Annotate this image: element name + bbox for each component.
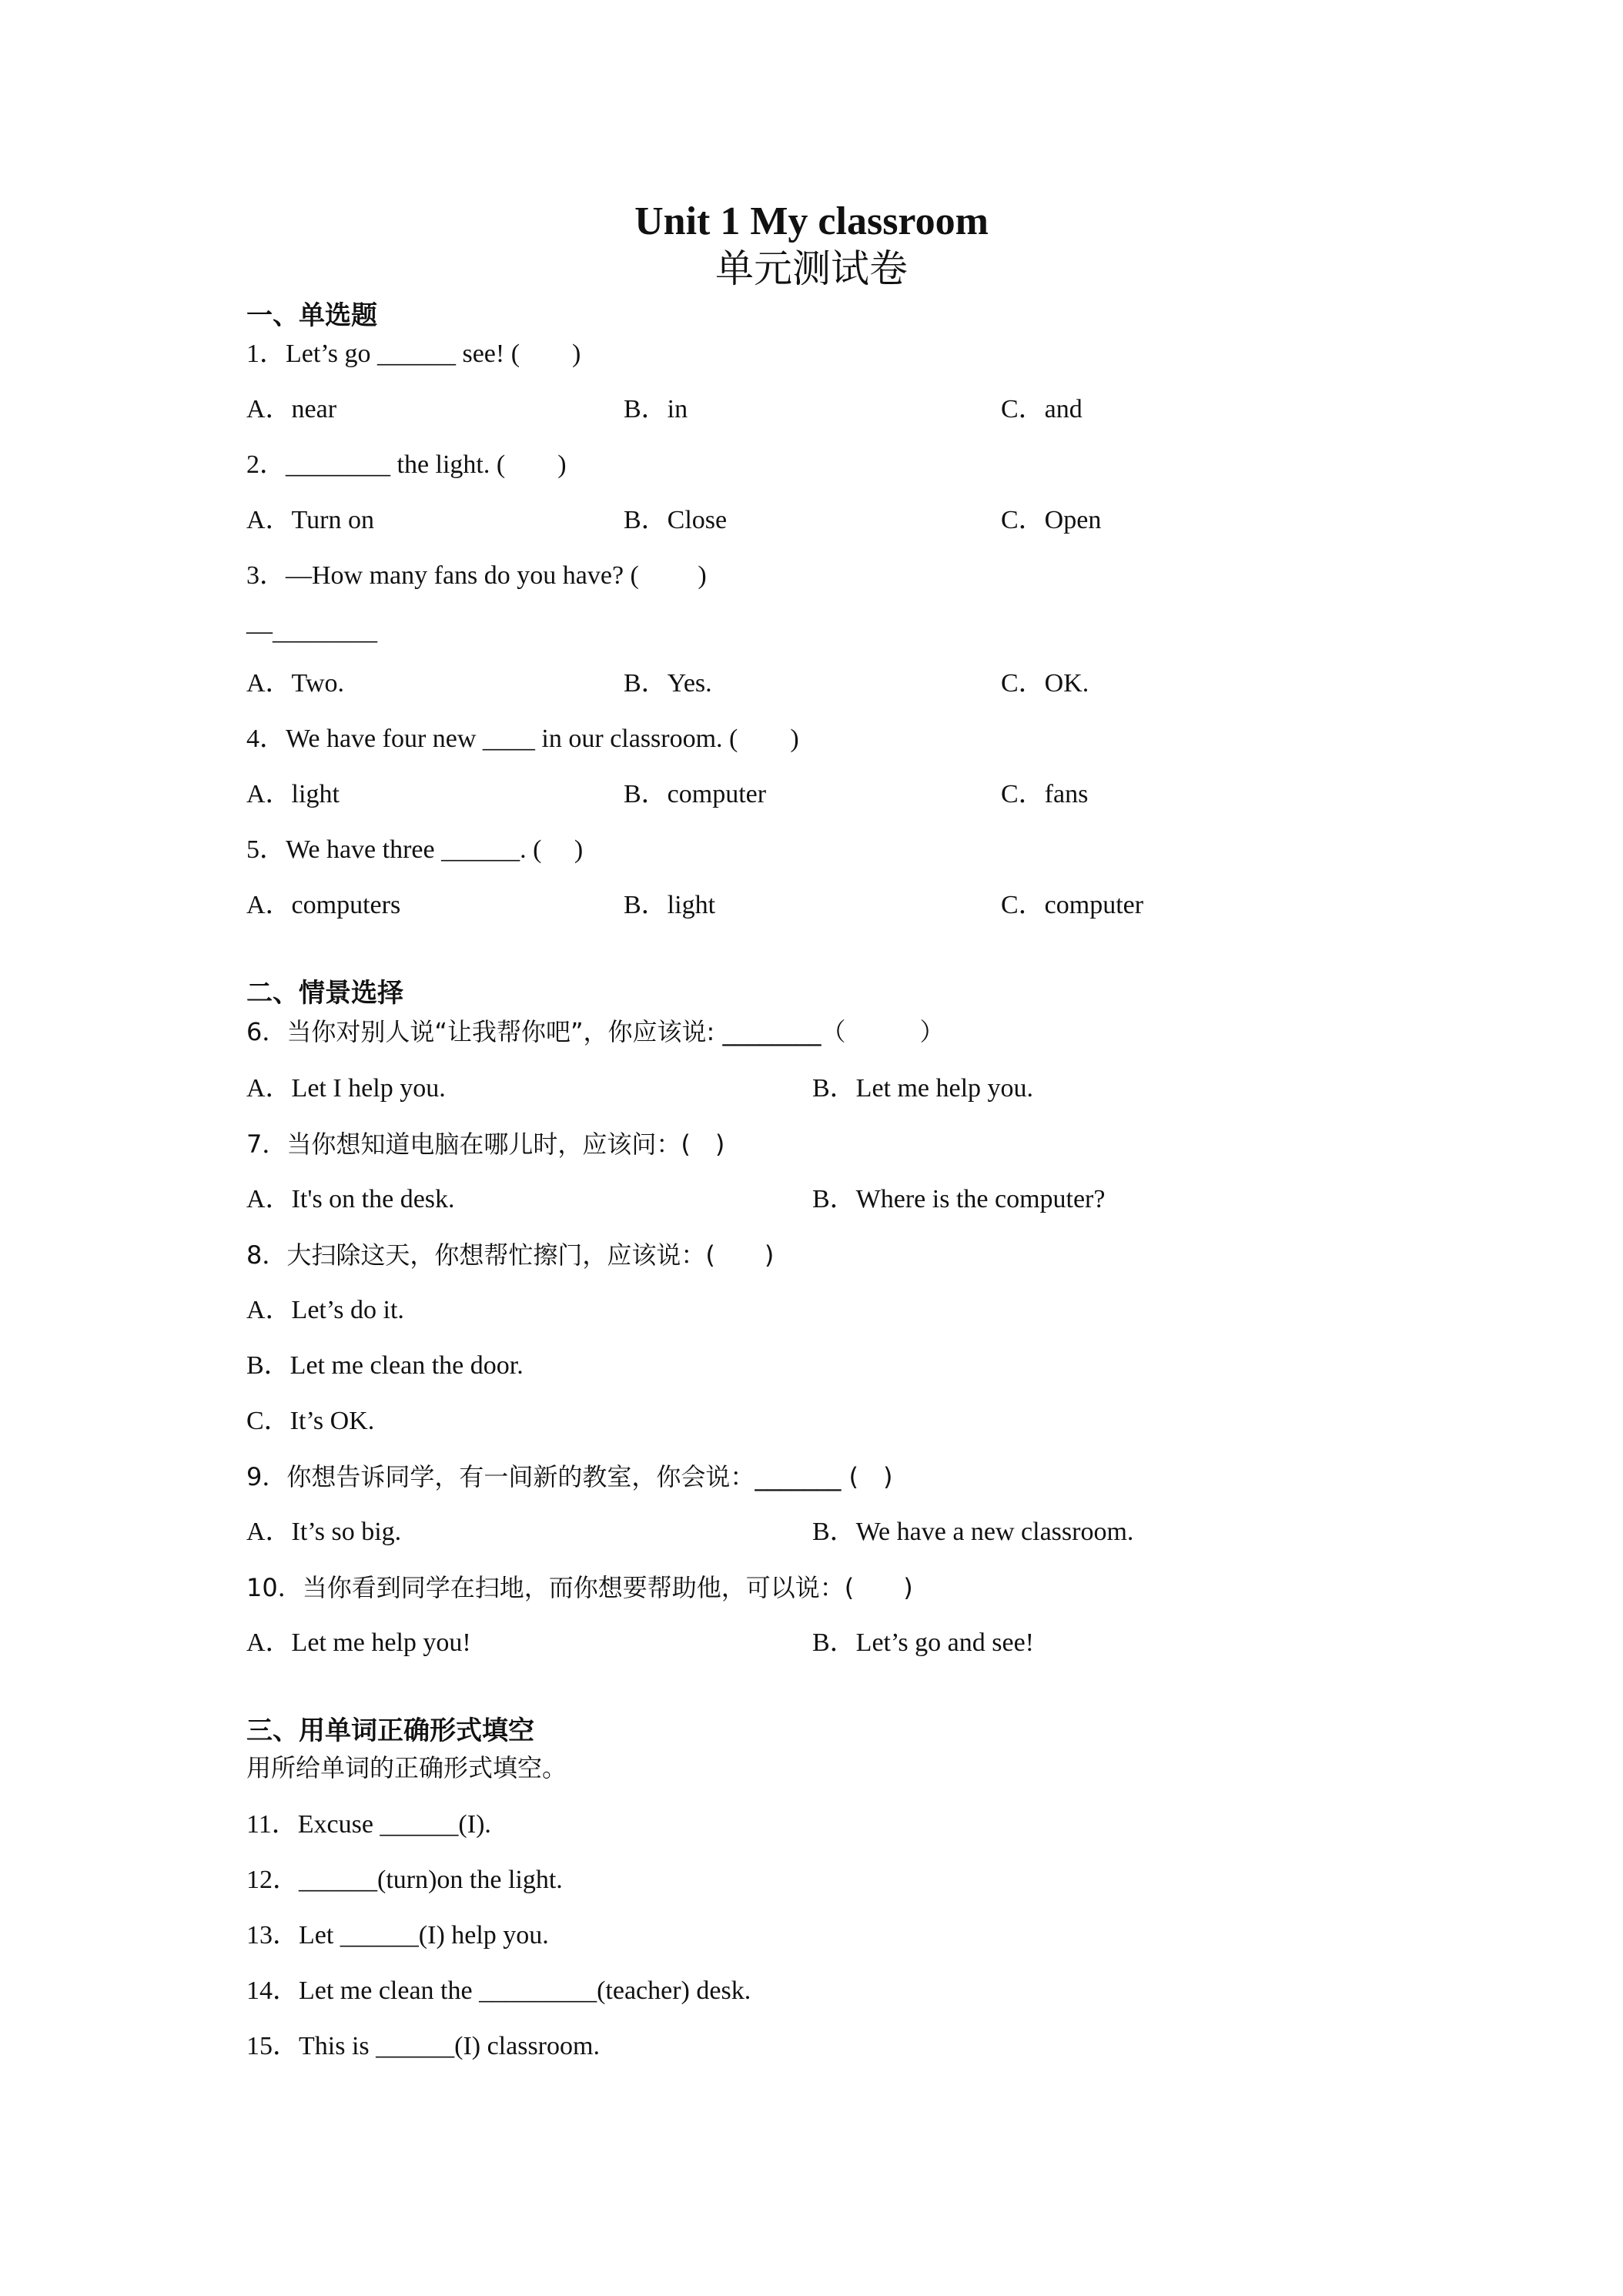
section-heading-2: 二、情景选择: [246, 978, 403, 1009]
question-3: 3．—How many fans do you have? ( ): [246, 561, 707, 590]
question-2: 2．________ the light. ( ): [246, 450, 567, 479]
section-3-instruction: 用所给单词的正确形式填空。: [246, 1753, 567, 1782]
q1-option-b: B．in: [624, 395, 688, 423]
question-11: 11．Excuse ______(I).: [246, 1810, 491, 1839]
q9-option-b: B．We have a new classroom.: [812, 1518, 1134, 1546]
section-heading-1: 一、单选题: [246, 300, 377, 331]
q3-answer-line: —________: [246, 617, 377, 645]
question-4: 4．We have four new ____ in our classroom. ( ): [246, 725, 799, 753]
q1-option-c: C．and: [1001, 395, 1083, 423]
q1-option-a: A．near: [246, 395, 337, 423]
question-9: 9．你想告诉同学，有一间新的教室，你会说：_______ ( ): [246, 1462, 893, 1491]
q10-option-a: A．Let me help you!: [246, 1628, 471, 1657]
q2-option-b: B．Close: [624, 506, 728, 534]
question-6: 6．当你对别人说“让我帮你吧”，你应该说: ________（ ）: [246, 1017, 945, 1046]
q4-option-c: C．fans: [1001, 780, 1089, 808]
q5-option-a: A．computers: [246, 891, 401, 919]
question-5: 5．We have three ______. ( ): [246, 835, 584, 864]
page-subtitle: 单元测试卷: [715, 246, 908, 291]
section-heading-3: 三、用单词正确形式填空: [246, 1715, 534, 1746]
question-12: 12．______(turn)on the light.: [246, 1866, 563, 1894]
q7-option-a: A．It's on the desk.: [246, 1185, 455, 1213]
q4-option-a: A．light: [246, 780, 340, 808]
question-14: 14．Let me clean the _________(teacher) desk.: [246, 1976, 751, 2005]
question-13: 13．Let ______(I) help you.: [246, 1921, 549, 1950]
question-8: 8．大扫除这天，你想帮忙擦门，应该说：( ): [246, 1240, 775, 1270]
page-title: Unit 1 My classroom: [634, 199, 989, 243]
question-1: 1．Let’s go ______ see! ( ): [246, 340, 581, 368]
q3-option-a: A．Two.: [246, 669, 345, 698]
q8-option-a: A．Let’s do it.: [246, 1296, 404, 1324]
q3-option-c: C．OK.: [1001, 669, 1089, 698]
question-7: 7．当你想知道电脑在哪儿时，应该问：( ): [246, 1130, 725, 1159]
question-10: 10．当你看到同学在扫地，而你想要帮助他，可以说：( ): [246, 1573, 913, 1602]
q4-option-b: B．computer: [624, 780, 767, 808]
q8-option-c: C．It’s OK.: [246, 1407, 375, 1435]
q9-option-a: A．It’s so big.: [246, 1518, 402, 1546]
q5-option-b: B．light: [624, 891, 716, 919]
q2-option-c: C．Open: [1001, 506, 1102, 534]
question-15: 15．This is ______(I) classroom.: [246, 2032, 600, 2060]
q8-option-b: B．Let me clean the door.: [246, 1351, 524, 1380]
q7-option-b: B．Where is the computer?: [812, 1185, 1106, 1213]
q5-option-c: C．computer: [1001, 891, 1144, 919]
q6-option-b: B．Let me help you.: [812, 1074, 1034, 1103]
q3-option-b: B．Yes.: [624, 669, 712, 698]
q6-option-a: A．Let I help you.: [246, 1074, 446, 1103]
q2-option-a: A．Turn on: [246, 506, 374, 534]
q10-option-b: B．Let’s go and see!: [812, 1628, 1034, 1657]
